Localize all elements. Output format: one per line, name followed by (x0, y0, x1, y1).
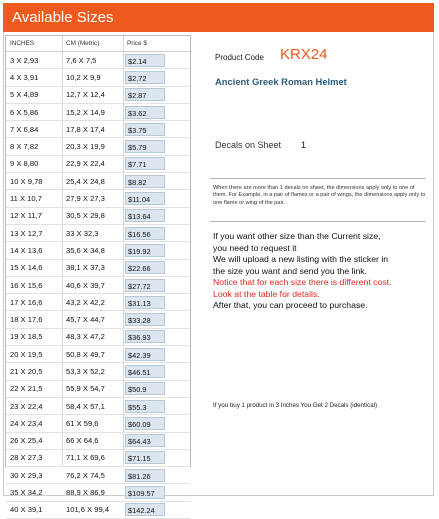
price-value: $71.15 (125, 451, 165, 464)
price-cell (123, 503, 190, 516)
size-inches: 15 X 14,6 (10, 263, 43, 273)
size-cm: 40,6 X 39,7 (66, 280, 105, 290)
size-inches: 20 X 19,5 (10, 349, 43, 359)
table-row (6, 173, 190, 190)
price-cell (123, 175, 190, 188)
size-table (6, 36, 190, 52)
size-cm: 50,8 X 49,7 (66, 349, 105, 359)
size-cm: 88,9 X 86,9 (66, 488, 105, 498)
price-value: $2.87 (125, 88, 165, 101)
price-cell (123, 486, 190, 499)
size-cm: 22,9 X 22,4 (66, 159, 105, 169)
decals-on-sheet-label: Decals on Sheet (215, 140, 282, 150)
table-row (6, 467, 190, 484)
price-cell (123, 192, 190, 205)
price-cell (123, 469, 190, 482)
size-cm: 45,7 X 44,7 (66, 315, 105, 325)
table-row (6, 260, 190, 277)
price-cell (123, 209, 190, 222)
column-header-cm: CM (Metric) (66, 40, 100, 47)
size-inches: 23 X 22,4 (10, 401, 43, 411)
price-cell (123, 382, 190, 395)
price-value: $3.62 (125, 106, 165, 119)
price-cell (123, 123, 190, 136)
price-value: $42.39 (125, 348, 165, 361)
size-cm: 38,1 X 37,3 (66, 263, 105, 273)
size-cm: 61 X 59,6 (66, 418, 99, 428)
table-header (6, 36, 190, 52)
size-cm: 53,3 X 52,2 (66, 366, 105, 376)
price-value: $16.56 (125, 227, 165, 240)
info-line: If you want other size than the Current size, (213, 231, 381, 241)
size-cm: 30,5 X 29,8 (66, 211, 105, 221)
size-inches: 11 X 10,7 (10, 194, 42, 204)
size-cm: 25,4 X 24,8 (66, 176, 105, 186)
price-value: $109.57 (125, 486, 165, 499)
price-value: $27.72 (125, 279, 165, 292)
size-inches: 16 X 15,6 (10, 280, 43, 290)
price-value: $19.92 (125, 244, 165, 257)
size-cm: 27,9 X 27,3 (66, 194, 105, 204)
size-inches: 8 X 7,82 (10, 142, 39, 152)
price-value: $81.26 (125, 469, 165, 482)
custom-size-info (213, 231, 429, 312)
size-inches: 14 X 13,6 (10, 245, 43, 255)
price-cell (123, 417, 190, 430)
page-title: Available Sizes (12, 9, 114, 26)
price-value: $33.28 (125, 313, 165, 326)
product-code: KRX24 (280, 46, 328, 63)
table-row (6, 346, 190, 363)
table-row (6, 311, 190, 328)
size-inches: 10 X 9,78 (10, 176, 43, 186)
size-cm: 43,2 X 42,2 (66, 297, 105, 307)
price-cell (123, 400, 190, 413)
size-cm: 66 X 64,6 (66, 436, 99, 446)
size-inches: 6 X 5,86 (10, 107, 39, 117)
table-row (6, 502, 190, 519)
price-cell (123, 313, 190, 326)
price-value: $13.64 (125, 209, 165, 222)
notice-line: Notice that for each size there is different cost. (213, 277, 392, 287)
price-cell (123, 330, 190, 343)
price-cell (123, 261, 190, 274)
size-inches: 3 X 2,93 (10, 55, 39, 65)
table-row (6, 190, 190, 207)
size-table-panel (5, 35, 191, 516)
table-row (6, 450, 190, 467)
price-cell (123, 71, 190, 84)
size-cm: 15,2 X 14,9 (66, 107, 105, 117)
table-row (6, 208, 190, 225)
header-bar (3, 3, 434, 32)
size-inches: 40 X 39,1 (10, 505, 43, 515)
decals-on-sheet-count: 1 (301, 140, 307, 150)
size-inches: 9 X 8,80 (10, 159, 39, 169)
notice-line: Look at the table for details. (213, 288, 320, 299)
size-inches: 13 X 12,7 (10, 228, 43, 238)
size-cm: 10,2 X 9,9 (66, 72, 101, 82)
size-inches: 5 X 4,89 (10, 90, 39, 100)
price-value: $31.13 (125, 296, 165, 309)
size-cm: 35,6 X 34,8 (66, 245, 105, 255)
price-cell (123, 451, 190, 464)
table-row (6, 52, 190, 69)
table-row (6, 156, 190, 173)
price-cell (123, 348, 190, 361)
table-row (6, 484, 190, 501)
table-row (6, 87, 190, 104)
table-row (6, 121, 190, 138)
price-cell (123, 106, 190, 119)
divider (210, 221, 426, 222)
price-value: $64.43 (125, 434, 165, 447)
size-inches: 22 X 21,5 (10, 384, 43, 394)
size-cm: 76,2 X 74,5 (66, 470, 105, 480)
size-inches: 4 X 3,91 (10, 72, 39, 82)
size-inches: 24 X 23,4 (10, 418, 43, 428)
size-table-rows (6, 52, 190, 519)
price-cell (123, 365, 190, 378)
divider (210, 178, 426, 179)
price-cell (123, 244, 190, 257)
price-cell (123, 140, 190, 153)
product-code-label: Product Code (215, 53, 264, 62)
size-cm: 101,6 X 99,4 (66, 505, 110, 515)
size-inches: 28 X 27,3 (10, 453, 43, 463)
price-value: $142.24 (125, 503, 165, 516)
size-cm: 55,9 X 54,7 (66, 384, 105, 394)
price-cell (123, 227, 190, 240)
price-cell (123, 157, 190, 170)
price-value: $7.71 (125, 157, 165, 170)
size-inches: 19 X 18,5 (10, 332, 43, 342)
info-line: you need to request it (213, 242, 297, 253)
table-row (6, 381, 190, 398)
table-row (6, 69, 190, 86)
product-info-panel (195, 35, 431, 495)
column-header-inches: INCHES (10, 40, 35, 47)
table-row (6, 415, 190, 432)
price-value: $46.51 (125, 365, 165, 378)
size-cm: 17,8 X 17,4 (66, 124, 105, 134)
price-cell (123, 434, 190, 447)
price-cell (123, 296, 190, 309)
price-value: $36.93 (125, 330, 165, 343)
size-inches: 7 X 6,84 (10, 124, 39, 134)
size-inches: 21 X 20,5 (10, 366, 43, 376)
size-inches: 35 X 34,2 (10, 488, 43, 498)
price-cell (123, 54, 190, 67)
price-cell (123, 279, 190, 292)
price-value: $3.75 (125, 123, 165, 136)
table-row (6, 225, 190, 242)
table-row (6, 104, 190, 121)
price-value: $22.66 (125, 261, 165, 274)
bundle-note: If you buy 1 product in 3 Inches You Get 2 Decals (identical) (213, 402, 378, 409)
info-line: the size you want and send you the link. (213, 265, 368, 276)
size-inches: 18 X 17,6 (10, 315, 43, 325)
table-row (6, 242, 190, 259)
column-header-price: Price $ (127, 40, 147, 47)
price-value: $5.79 (125, 140, 165, 153)
size-inches: 26 X 25,4 (10, 436, 43, 446)
price-value: $55.3 (125, 400, 165, 413)
price-value: $2.14 (125, 54, 165, 67)
size-cm: 58,4 X 57,1 (66, 401, 105, 411)
size-cm: 7,6 X 7,5 (66, 55, 97, 65)
size-cm: 48,3 X 47,2 (66, 332, 105, 342)
price-value: $2.72 (125, 71, 165, 84)
table-row (6, 294, 190, 311)
product-name: Ancient Greek Roman Helmet (215, 76, 347, 87)
table-row (6, 433, 190, 450)
size-inches: 12 X 11,7 (10, 211, 42, 221)
size-inches: 30 X 29,3 (10, 470, 43, 480)
multi-decal-note: When there are more than 1 decals on sheet, the dimensions apply only to one of them. For Example, in a pair of flames or a pair of wings, the dimensions apply only to one flame or wing of the pair. (213, 185, 426, 206)
price-cell (123, 88, 190, 101)
table-row (6, 363, 190, 380)
price-value: $11.04 (125, 192, 165, 205)
size-inches: 17 X 16,6 (10, 297, 43, 307)
table-row (6, 138, 190, 155)
size-cm: 20,3 X 19,9 (66, 142, 105, 152)
size-cm: 71,1 X 69,6 (66, 453, 105, 463)
table-row (6, 398, 190, 415)
size-cm: 12,7 X 12,4 (66, 90, 105, 100)
size-cm: 33 X 32,3 (66, 228, 99, 238)
table-row (6, 329, 190, 346)
price-value: $50.9 (125, 382, 165, 395)
table-row (6, 277, 190, 294)
price-value: $60.09 (125, 417, 165, 430)
price-value: $8.82 (125, 175, 165, 188)
info-line: After that, you can proceed to purchase. (213, 300, 368, 310)
info-line: We will upload a new listing with the sticker in (213, 254, 389, 264)
